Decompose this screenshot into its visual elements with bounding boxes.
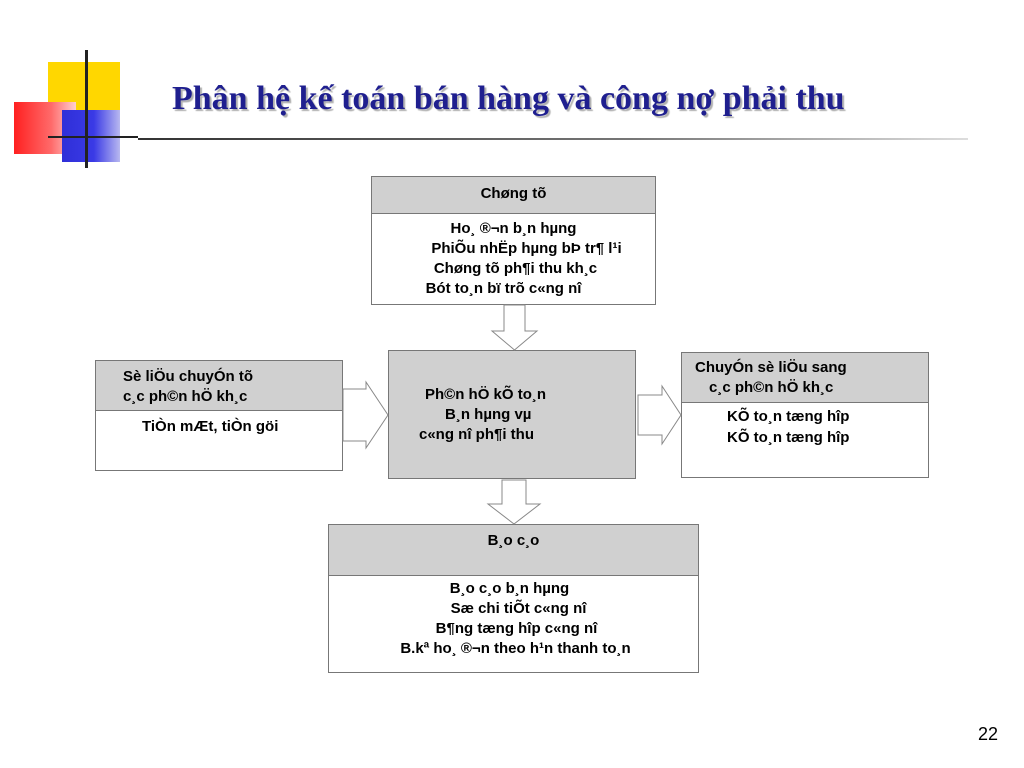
center-line2: B¸n hµng vµ (445, 406, 532, 423)
input-header-line1: Sè liÖu chuyÓn tõ (123, 368, 254, 385)
output-header-line1: ChuyÓn sè liÖu sang (695, 359, 847, 376)
reports-header-label: B¸o c¸o (487, 532, 540, 549)
arrow-right-input (343, 382, 388, 448)
input-header-line2: c¸c ph©n hÖ kh¸c (123, 388, 248, 405)
output-header-line2: c¸c ph©n hÖ kh¸c (709, 379, 834, 396)
documents-item: Chøng tõ ph¶i thu kh¸c (433, 260, 598, 277)
arrow-right-output (638, 386, 681, 444)
documents-item: Ho¸ ®¬n b¸n hµng (450, 220, 577, 237)
arrow-down-documents (492, 305, 537, 350)
reports-item: Sæ chi tiÕt c«ng nî (450, 600, 587, 617)
reports-item: B.kª ho¸ ®¬n theo h¹n thanh to¸n (400, 640, 631, 657)
page-number: 22 (977, 724, 998, 744)
center-line3: c«ng nî ph¶i thu (419, 426, 534, 443)
reports-item: B¶ng tæng hîp c«ng nî (435, 620, 598, 637)
output-item: KÕ to¸n tæng hîp (727, 429, 850, 446)
documents-item: Bót to¸n bï trõ c«ng nî (425, 280, 582, 297)
documents-header-label: Chøng tõ (480, 185, 547, 202)
slide-title: Phân hệ kế toán bán hàng và công nợ phải thu (172, 80, 845, 117)
output-item: KÕ to¸n tæng hîp (727, 408, 850, 425)
input-body: TiÒn mÆt, tiÒn göi (142, 418, 279, 435)
documents-item: PhiÕu nhËp hµng bÞ tr¶ l¹i (431, 240, 622, 257)
center-line1: Ph©n hÖ kÕ to¸n (425, 386, 547, 403)
reports-item: B¸o c¸o b¸n hµng (449, 580, 570, 597)
arrow-down-reports (488, 480, 540, 524)
